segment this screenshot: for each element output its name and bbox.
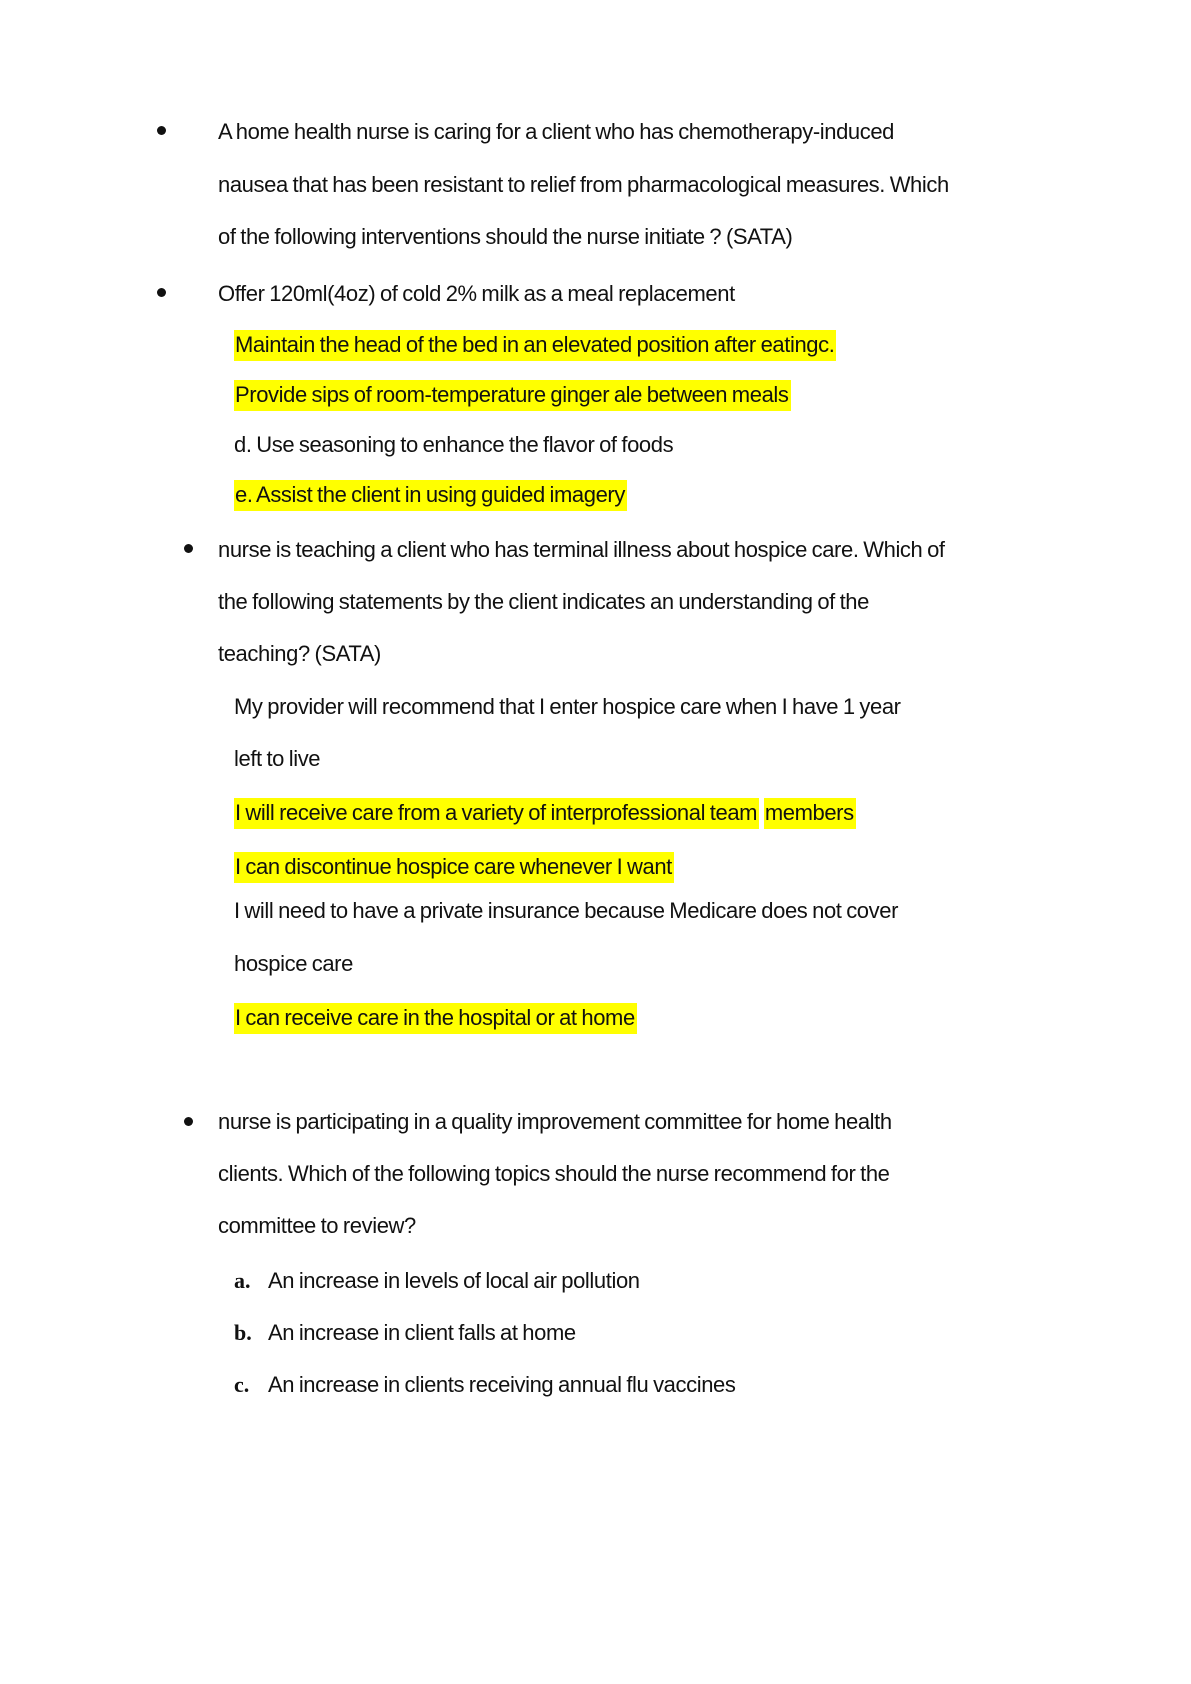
- q1-option-e: [234, 481, 627, 509]
- q1-stem-line-2: nausea that has been resistant to relief from pharmacological measures. Which: [218, 172, 949, 197]
- q3-option-b: [234, 1319, 576, 1347]
- q3-option-a-label: a.: [234, 1268, 251, 1293]
- q1-option-d: d. Use seasoning to enhance the flavor of foods: [234, 432, 674, 457]
- q2-option-3-highlight: I can discontinue hospice care whenever I want: [234, 852, 674, 883]
- q2-option-5-highlight: I can receive care in the hospital or at home: [234, 1003, 637, 1034]
- q3-stem-line-3: committee to review?: [218, 1213, 416, 1238]
- q1-option-c-highlight: Provide sips of room-temperature ginger ale between meals: [234, 380, 791, 411]
- q3-option-c-text: An increase in clients receiving annual flu vaccines: [268, 1372, 736, 1397]
- q3-option-c-label: c.: [234, 1372, 250, 1397]
- q1-option-a: Offer 120ml(4oz) of cold 2% milk as a meal replacement: [218, 281, 735, 306]
- q3-stem-line-2: clients. Which of the following topics should the nurse recommend for the: [218, 1161, 890, 1186]
- q3-stem-line-1: nurse is participating in a quality improvement committee for home health: [218, 1109, 892, 1134]
- q3-option-c: [234, 1371, 736, 1399]
- q3-option-b-label: b.: [234, 1320, 252, 1345]
- q3-option-b-text: An increase in client falls at home: [268, 1320, 576, 1345]
- q2-option-1-line-2: left to live: [234, 746, 321, 771]
- q2-stem-line-3: teaching? (SATA): [218, 641, 381, 666]
- bullet-icon: [157, 126, 166, 135]
- q1-stem-line-3: of the following interventions should the nurse initiate ? (SATA): [218, 224, 793, 249]
- q1-option-c: [234, 381, 791, 409]
- bullet-icon: [184, 1117, 193, 1126]
- bullet-icon: [157, 288, 166, 297]
- q2-option-1-line-1: My provider will recommend that I enter hospice care when I have 1 year: [234, 694, 901, 719]
- q1-stem-line-1: A home health nurse is caring for a client who has chemotherapy-induced: [218, 119, 895, 144]
- q2-option-3: [234, 853, 674, 881]
- q2-option-4-line-1: I will need to have a private insurance because Medicare does not cover: [234, 898, 899, 923]
- q1-option-e-highlight: e. Assist the client in using guided imagery: [234, 480, 627, 511]
- q1-option-b-highlight: Maintain the head of the bed in an elevated position after eatingc.: [234, 330, 836, 361]
- q1-option-b: [234, 331, 836, 359]
- q2-option-2-highlight: I will receive care from a variety of interprofessional team: [234, 798, 759, 829]
- q2-stem-line-2: the following statements by the client indicates an understanding of the: [218, 589, 869, 614]
- q2-option-5: [234, 1004, 637, 1032]
- q3-option-a-text: An increase in levels of local air pollution: [268, 1268, 640, 1293]
- q2-option-2-highlight-members: members: [764, 798, 856, 829]
- q2-stem-line-1: nurse is teaching a client who has terminal illness about hospice care. Which of: [218, 537, 945, 562]
- bullet-icon: [184, 544, 193, 553]
- q2-option-4-line-2: hospice care: [234, 951, 353, 976]
- q2-option-2: [234, 799, 856, 827]
- q3-option-a: [234, 1267, 640, 1295]
